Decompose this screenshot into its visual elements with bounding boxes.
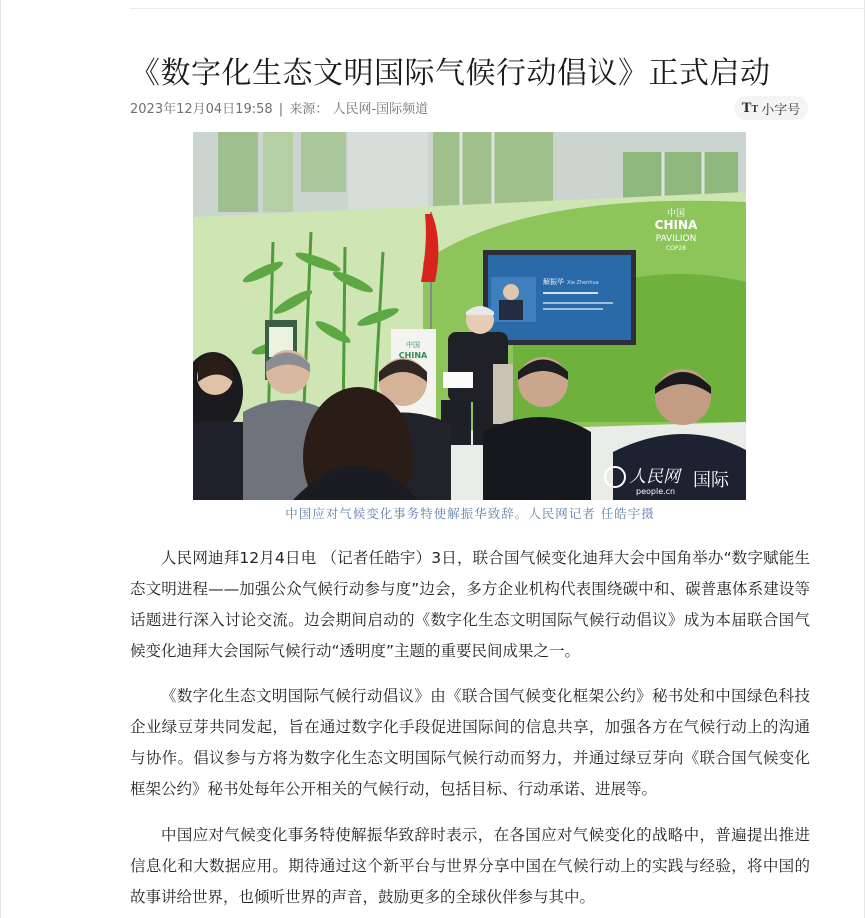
svg-text:PAVILION: PAVILION	[655, 234, 697, 244]
page-left-border	[0, 0, 1, 918]
text-size-icon: TT	[741, 100, 759, 116]
meta-separator: |	[278, 102, 284, 117]
source-name[interactable]: 人民网-国际频道	[332, 102, 429, 117]
svg-text:Xie Zhenhua: Xie Zhenhua	[567, 280, 599, 286]
svg-text:CHINA: CHINA	[398, 351, 428, 360]
publish-date: 2023年12月04日19:58	[130, 102, 273, 117]
svg-text:CHINA: CHINA	[654, 218, 698, 232]
article-paragraph: 人民网迪拜12月4日电 （记者任皓宇）3日，联合国气候变化迪拜大会中国角举办“数字赋能生态文明进程——加强公众气候行动参与度”边会，多方企业机构代表围绕碳中和、碳普惠体系建设等话题进行深入讨论交流。边会期间启动的《数字化生态文明国际气候行动倡议》成为本届联合国气候变化迪拜大会国际气候行动“透明度”主题的重要民间成果之一。	[130, 549, 810, 660]
source-label: 来源：	[289, 102, 329, 117]
svg-text:中国: 中国	[666, 209, 686, 219]
svg-text:people.cn: people.cn	[636, 487, 676, 496]
article-photo	[193, 132, 746, 500]
top-divider	[130, 0, 865, 9]
article-meta	[130, 98, 428, 117]
article-paragraph: 《数字化生态文明国际气候行动倡议》由《联合国气候变化框架公约》秘书处和中国绿色科技企业绿豆芽共同发起，旨在通过数字化手段促进国际间的信息共享，加强各方在气候行动上的沟通与协作。倡议参与方将为数字化生态文明国际气候行动而努力，并通过绿豆芽向《联合国气候变化框架公约》秘书处每年公开相关的气候行动，包括目标、行动承诺、进展等。	[130, 687, 810, 798]
svg-text:人民网: 人民网	[629, 467, 680, 487]
svg-text:COP28: COP28	[665, 245, 687, 252]
article-title: 《数字化生态文明国际气候行动倡议》正式启动	[130, 56, 771, 92]
font-size-toggle-button[interactable]	[734, 96, 808, 120]
photo-caption: 中国应对气候变化事务特使解振华致辞。人民网记者 任皓宇摄	[285, 506, 655, 521]
font-size-toggle-label: 小字号	[761, 102, 801, 118]
article-paragraph: 中国应对气候变化事务特使解振华致辞时表示，在各国应对气候变化的战略中，普遍提出推进信息化和大数据应用。期待通过这个新平台与世界分享中国在气候行动上的实践与经验，将中国的故事讲给世界，也倾听世界的声音，鼓励更多的全球伙伴参与其中。	[130, 826, 810, 906]
svg-text:解振华: 解振华	[543, 278, 564, 286]
svg-text:国际: 国际	[693, 470, 729, 491]
svg-text:中国: 中国	[406, 341, 420, 349]
